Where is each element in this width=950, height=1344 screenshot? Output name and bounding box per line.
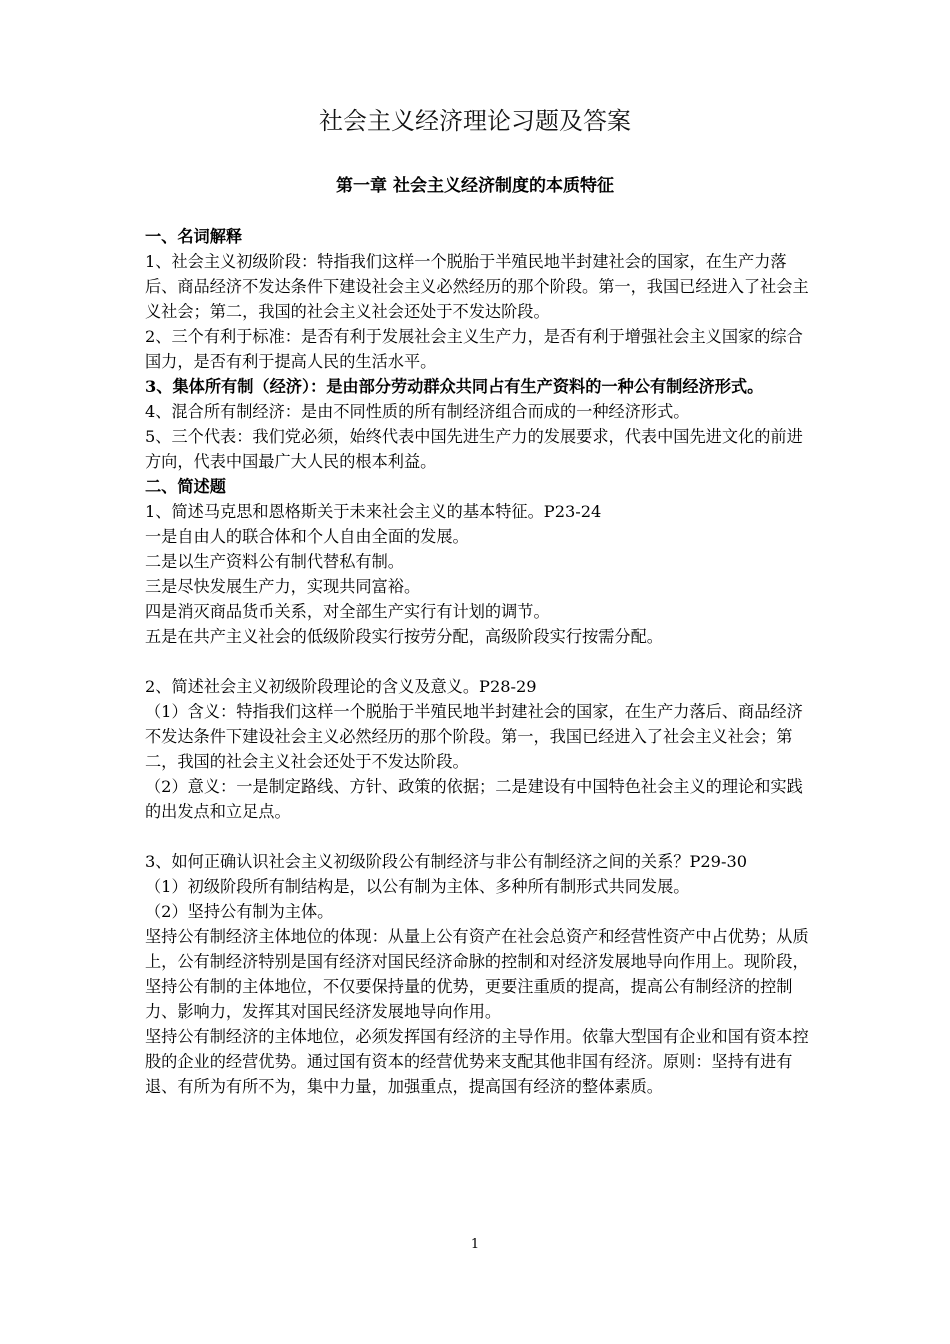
section-heading-short-answer: 二、简述题 [145,477,226,496]
paragraph-gap [145,649,810,674]
answer-line: 三是尽快发展生产力，实现共同富裕。 [145,577,421,596]
answer-line: （2）意义：一是制定路线、方针、政策的依据；二是建设有中国特色社会主义的理论和实践的出发点和立足点。 [145,777,803,821]
answer-paragraph: 坚持公有制经济主体地位的体现：从量上公有资产在社会总资产和经营性资产中占优势；从质上，公有制经济特别是国有经济对国民经济命脉的控制和对经济发展地导向作用上。现阶段，坚持公有制的主体地位，不仅要保持量的优势，更要注重质的提高，提高公有制经济的控制力、影响力，发挥其对国民经济发展地导向作用。 [145,927,809,1021]
answer-line: 二是以生产资料公有制代替私有制。 [145,552,404,571]
paragraph-gap [145,824,810,849]
answer-line: （2）坚持公有制为主体。 [145,902,334,921]
term-item: 5、三个代表：我们党必须，始终代表中国先进生产力的发展要求，代表中国先进文化的前进方向，代表中国最广大人民的根本利益。 [145,427,803,471]
term-item: 3、集体所有制（经济）：是由部分劳动群众共同占有生产资料的一种公有制经济形式。 [145,377,764,396]
page-number: 1 [470,1237,480,1252]
answer-line: 四是消灭商品货币关系，对全部生产实行有计划的调节。 [145,602,550,621]
answer-line: 一是自由人的联合体和个人自由全面的发展。 [145,527,469,546]
question: 3、如何正确认识社会主义初级阶段公有制经济与非公有制经济之间的关系？P29-30 [145,852,748,871]
term-item: 2、三个有利于标准：是否有利于发展社会主义生产力，是否有利于增强社会主义国家的综合国力，是否有利于提高人民的生活水平。 [145,327,803,371]
chapter-title: 第一章 社会主义经济制度的本质特征 [336,176,614,196]
term-item: 4、混合所有制经济：是由不同性质的所有制经济组合而成的一种经济形式。 [145,402,690,421]
answer-paragraph: 坚持公有制经济的主体地位，必须发挥国有经济的主导作用。依靠大型国有企业和国有资本控股的企业的经营优势。通过国有资本的经营优势来支配其他非国有经济。原则：坚持有进有退、有所为有所不为，集中力量，加强重点，提高国有经济的整体素质。 [145,1027,809,1096]
document-body [145,224,810,1099]
document-title: 社会主义经济理论习题及答案 [319,107,631,135]
question: 1、简述马克思和恩格斯关于未来社会主义的基本特征。P23-24 [145,502,602,521]
question: 2、简述社会主义初级阶段理论的含义及意义。P28-29 [145,677,537,696]
term-item: 1、社会主义初级阶段：特指我们这样一个脱胎于半殖民地半封建社会的国家，在生产力落后、商品经济不发达条件下建设社会主义必然经历的那个阶段。第一，我国已经进入了社会主义社会；第二，我国的社会主义社会还处于不发达阶段。 [145,252,809,321]
answer-line: （1）初级阶段所有制结构是，以公有制为主体、多种所有制形式共同发展。 [145,877,690,896]
answer-line: （1）含义：特指我们这样一个脱胎于半殖民地半封建社会的国家，在生产力落后、商品经济不发达条件下建设社会主义必然经历的那个阶段。第一，我国已经进入了社会主义社会；第二，我国的社会主义社会还处于不发达阶段。 [145,702,803,771]
answer-line: 五是在共产主义社会的低级阶段实行按劳分配，高级阶段实行按需分配。 [145,627,663,646]
section-heading-terms: 一、名词解释 [145,227,243,246]
